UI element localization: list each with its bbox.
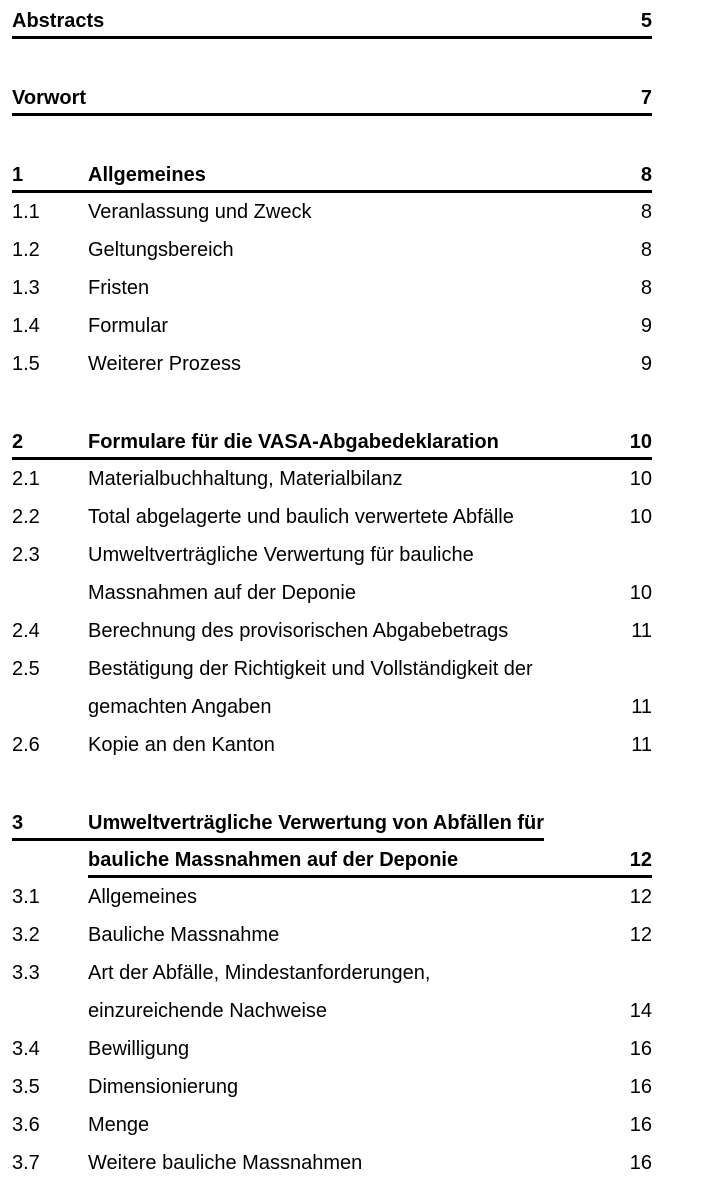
toc-heading-row: [12, 10, 652, 39]
toc-title: Fristen: [88, 277, 150, 299]
toc-number: 3.5: [12, 1076, 40, 1098]
toc-number: 3.1: [12, 886, 40, 908]
toc-page-number: 5: [640, 10, 652, 32]
toc-title: Weitere bauliche Massnahmen: [88, 1152, 363, 1174]
toc-title: Kopie an den Kanton: [88, 734, 275, 756]
toc-number: 3: [12, 812, 24, 834]
toc-entry-content: [88, 916, 652, 954]
toc-heading-line: [12, 10, 652, 39]
toc-number: 3.2: [12, 924, 40, 946]
toc-page-number: 14: [629, 1000, 652, 1022]
toc-page-number: 12: [629, 849, 652, 871]
toc-heading-line: [12, 812, 544, 841]
toc-entry-line: [88, 193, 652, 231]
toc-entry-content: [88, 1030, 652, 1068]
toc-entry-row: [12, 460, 652, 498]
toc-page-number: 11: [631, 620, 652, 642]
toc-number: 1.5: [12, 353, 40, 375]
toc-entry-content: [88, 269, 652, 307]
toc-title: Allgemeines: [88, 886, 197, 908]
toc-title: bauliche Massnahmen auf der Deponie: [88, 849, 459, 871]
toc-page-number: 16: [629, 1076, 652, 1098]
toc-entry-content: [88, 878, 652, 916]
toc-entry-line: [88, 954, 652, 992]
toc-heading-row: [12, 87, 652, 116]
toc-entry-row: [12, 498, 652, 536]
toc-page-number: 11: [631, 734, 652, 756]
toc-entry-content: [88, 231, 652, 269]
toc-entry-line: [88, 307, 652, 345]
toc-entry-row: [12, 269, 652, 307]
toc-title: Allgemeines: [88, 164, 206, 186]
toc-entry-line: [88, 574, 652, 612]
toc-heading-row: [12, 164, 652, 193]
toc-page-number: 10: [629, 468, 652, 490]
toc-entry-content: [88, 650, 652, 726]
toc-page-number: 10: [629, 582, 652, 604]
toc-entry-line: [88, 460, 652, 498]
toc-entry-content: [88, 460, 652, 498]
toc-heading-line: [88, 849, 652, 878]
toc-title: Abstracts: [12, 10, 105, 32]
toc-page-number: 16: [629, 1038, 652, 1060]
toc-title: Umweltverträgliche Verwertung von Abfällen für: [88, 812, 545, 834]
toc-heading-row: [12, 431, 652, 460]
toc-number: 2.6: [12, 734, 40, 756]
toc-entry-line: [88, 992, 652, 1030]
toc-number: 2.1: [12, 468, 40, 490]
toc-entry-content: [88, 536, 652, 612]
toc-title: Veranlassung und Zweck: [88, 201, 312, 223]
toc-entry-content: [88, 307, 652, 345]
toc-title: Vorwort: [12, 87, 87, 109]
toc-title: Dimensionierung: [88, 1076, 239, 1098]
toc-entry-content: [88, 1068, 652, 1106]
toc-page-number: 8: [640, 239, 652, 261]
toc-page-number: 8: [640, 201, 652, 223]
toc-title: Menge: [88, 1114, 150, 1136]
toc-title: Bauliche Massnahme: [88, 924, 280, 946]
toc-entry-line: [88, 536, 652, 574]
toc-title: Formulare für die VASA-Abgabedeklaration: [88, 431, 499, 453]
toc-entry-row: [12, 1068, 652, 1106]
toc-number: 1.1: [12, 201, 40, 223]
toc-page-number: 16: [629, 1152, 652, 1174]
toc-title: Formular: [88, 315, 169, 337]
toc-entry-line: [88, 345, 652, 383]
toc-page-number: 12: [629, 886, 652, 908]
toc-page-number: 8: [640, 164, 652, 186]
toc-entry-content: [88, 612, 652, 650]
toc-page-number: 9: [640, 353, 652, 375]
toc-page-number: 11: [631, 696, 652, 718]
toc-page-number: 10: [629, 506, 652, 528]
toc-number: 1.4: [12, 315, 40, 337]
toc-entry-row: [12, 878, 652, 916]
toc-title: Weiterer Prozess: [88, 353, 242, 375]
toc-entry-line: [88, 1144, 652, 1182]
toc-heading-row: [12, 812, 652, 878]
toc-heading-line: [12, 431, 652, 460]
toc-title: Art der Abfälle, Mindestanforderungen,: [88, 962, 431, 984]
toc-entry-content: [88, 345, 652, 383]
toc-entry-content: [88, 193, 652, 231]
toc-entry-line: [88, 498, 652, 536]
toc-title: einzureichende Nachweise: [88, 1000, 328, 1022]
toc-entry-row: [12, 954, 652, 1030]
toc-page-number: 7: [640, 87, 652, 109]
toc-title: Bestätigung der Richtigkeit und Vollständigkeit der: [88, 658, 533, 680]
toc-number: 3.3: [12, 962, 40, 984]
toc-entry-row: [12, 1144, 652, 1182]
toc-heading-line: [12, 87, 652, 116]
toc-entry-line: [88, 612, 652, 650]
toc-page-number: 10: [629, 431, 652, 453]
toc-title: Massnahmen auf der Deponie: [88, 582, 356, 604]
toc-entry-row: [12, 231, 652, 269]
toc-entry-row: [12, 612, 652, 650]
toc-page-number: 16: [629, 1114, 652, 1136]
toc-entry-row: [12, 536, 652, 612]
table-of-contents: [12, 10, 652, 1182]
toc-entry-line: [88, 650, 652, 688]
toc-entry-row: [12, 726, 652, 764]
toc-number: 2.5: [12, 658, 40, 680]
toc-entry-line: [88, 878, 652, 916]
toc-number: 3.4: [12, 1038, 40, 1060]
toc-entry-row: [12, 1106, 652, 1144]
toc-entry-row: [12, 650, 652, 726]
toc-entry-row: [12, 345, 652, 383]
toc-entry-line: [88, 916, 652, 954]
toc-number: 1.3: [12, 277, 40, 299]
toc-number: 2: [12, 431, 24, 453]
toc-entry-content: [88, 1106, 652, 1144]
toc-page-number: 8: [640, 277, 652, 299]
toc-entry-line: [88, 688, 652, 726]
toc-page-number: 9: [640, 315, 652, 337]
toc-entry-row: [12, 916, 652, 954]
toc-title: gemachten Angaben: [88, 696, 272, 718]
toc-entry-row: [12, 1030, 652, 1068]
toc-entry-line: [88, 1068, 652, 1106]
toc-number: 2.3: [12, 544, 40, 566]
toc-entry-line: [88, 1030, 652, 1068]
toc-entry-row: [12, 193, 652, 231]
toc-number: 3.6: [12, 1114, 40, 1136]
toc-entry-content: [88, 1144, 652, 1182]
toc-entry-content: [88, 954, 652, 1030]
toc-number: 1: [12, 164, 24, 186]
toc-title: Materialbuchhaltung, Materialbilanz: [88, 468, 403, 490]
toc-number: 2.4: [12, 620, 40, 642]
toc-entry-line: [88, 1106, 652, 1144]
toc-title: Bewilligung: [88, 1038, 190, 1060]
toc-entry-line: [88, 231, 652, 269]
toc-number: 2.2: [12, 506, 40, 528]
toc-title: Berechnung des provisorischen Abgabebetrags: [88, 620, 509, 642]
toc-entry-line: [88, 726, 652, 764]
toc-title: Total abgelagerte und baulich verwertete Abfälle: [88, 506, 514, 528]
toc-entry-content: [88, 498, 652, 536]
toc-number: 1.2: [12, 239, 40, 261]
toc-entry-line: [88, 269, 652, 307]
toc-page-number: 12: [629, 924, 652, 946]
toc-title: Umweltverträgliche Verwertung für bauliche: [88, 544, 474, 566]
toc-title: Geltungsbereich: [88, 239, 234, 261]
toc-heading-line: [12, 164, 652, 193]
toc-entry-row: [12, 307, 652, 345]
toc-number: 3.7: [12, 1152, 40, 1174]
toc-entry-content: [88, 726, 652, 764]
